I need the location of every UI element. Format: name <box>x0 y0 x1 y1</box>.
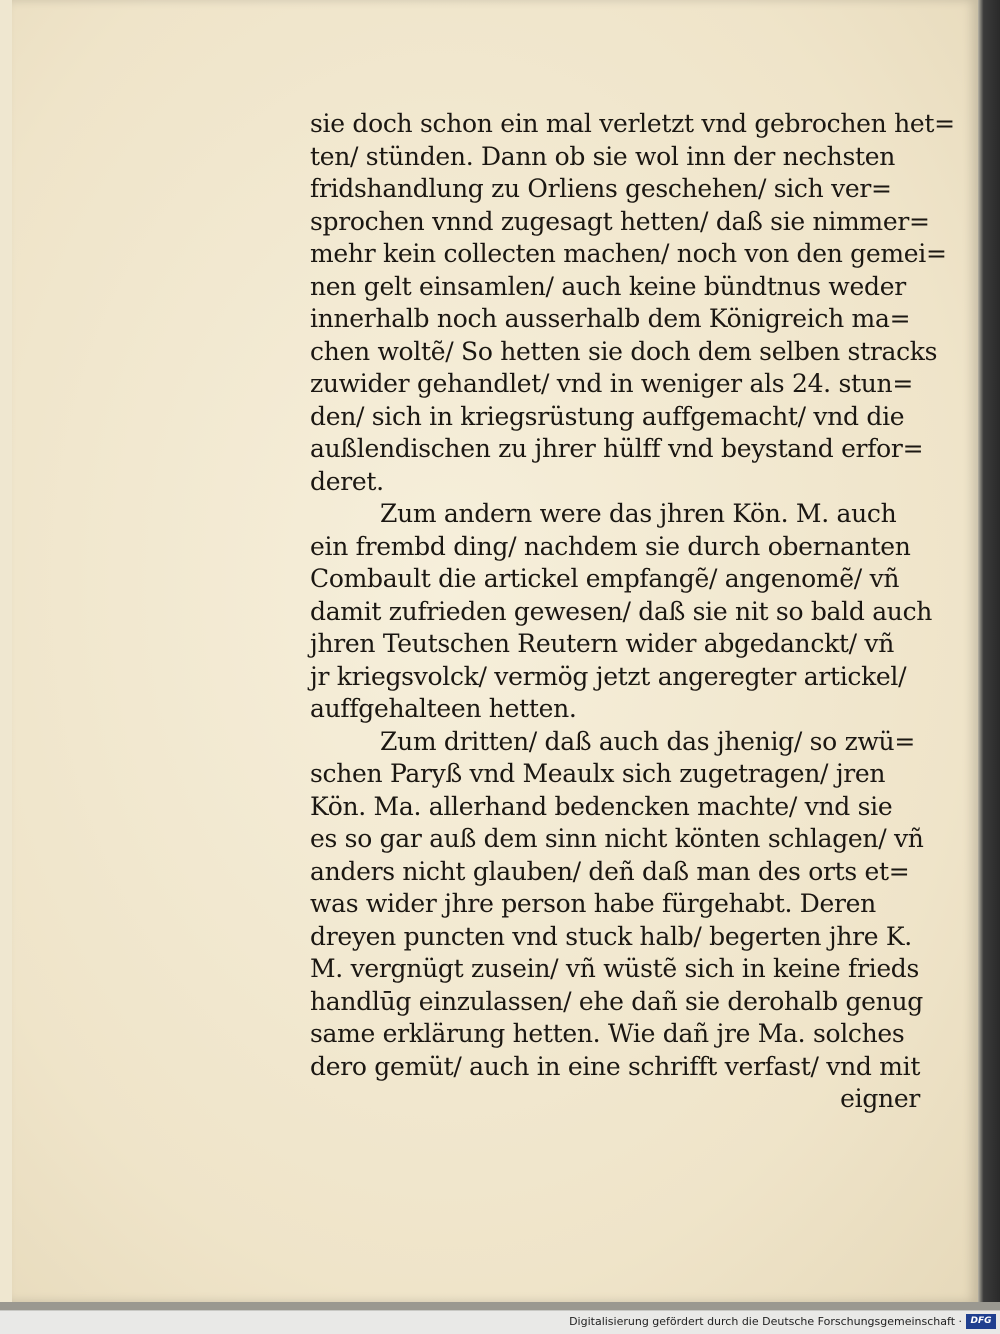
text-line: Zum dritten/ daß auch das jhenig/ so zwü= <box>380 726 915 756</box>
text-line: Combault die artickel empfangẽ/ angenomẽ/ vñ <box>310 564 900 593</box>
text-line: anders nicht glauben/ deñ daß man des orts et= <box>310 856 910 886</box>
scan-edge-bottom <box>0 1302 1000 1310</box>
text-line: ten/ stünden. Dann ob sie wol inn der nechsten <box>310 141 896 171</box>
scan-edge-right <box>978 0 1000 1310</box>
text-line: damit zufrieden gewesen/ daß sie nit so bald auch <box>310 596 933 626</box>
text-line: same erklärung hetten. Wie dañ jre Ma. solches <box>310 1019 905 1048</box>
text-line: jr kriegsvolck/ vermög jetzt angeregter artickel/ <box>310 661 907 691</box>
text-line: nen gelt einsamlen/ auch keine bündtnus weder <box>310 271 906 301</box>
text-line: zuwider gehandlet/ vnd in weniger als 24. stun= <box>310 369 913 398</box>
text-line: jhren Teutschen Reutern wider abgedanckt/ vñ <box>310 629 895 658</box>
footer-bar <box>0 1310 1000 1334</box>
text-line: Zum andern were das jhren Kön. M. auch <box>380 499 897 528</box>
text-line: was wider jhre person habe fürgehabt. Deren <box>310 889 876 918</box>
text-line: außlendischen zu jhrer hülff vnd beystand erfor= <box>310 434 924 463</box>
text-line: dero gemüt/ auch in eine schrifft verfast/ vnd mit <box>310 1051 921 1081</box>
text-line: auffgehalteen hetten. <box>310 694 577 723</box>
footer-credit: Digitalisierung gefördert durch die Deutsche Forschungsgemeinschaft · <box>569 1315 962 1328</box>
text-line: M. vergnügt zusein/ vñ wüstẽ sich in keine frieds <box>310 954 920 983</box>
text-line: ein frembd ding/ nachdem sie durch obernanten <box>310 531 911 561</box>
text-line: dreyen puncten vnd stuck halb/ begerten jhre K. <box>310 921 912 951</box>
text-line: es so gar auß dem sinn nicht könten schlagen/ vñ <box>310 824 924 853</box>
text-line: mehr kein collecten machen/ noch von den gemei= <box>310 239 947 268</box>
dfg-logo-icon: DFG <box>966 1314 996 1329</box>
text-line: chen woltẽ/ So hetten sie doch dem selben stracks <box>310 336 938 366</box>
page-text-block <box>310 108 955 1116</box>
text-line: eigner <box>840 1084 920 1113</box>
text-line: fridshandlung zu Orliens geschehen/ sich ver= <box>310 174 892 203</box>
book-page <box>12 0 978 1302</box>
text-line: Kön. Ma. allerhand bedencken machte/ vnd sie <box>310 791 893 821</box>
text-line: den/ sich in kriegsrüstung auffgemacht/ vnd die <box>310 401 905 431</box>
text-line: sprochen vnnd zugesagt hetten/ daß sie nimmer= <box>310 206 930 236</box>
text-line: deret. <box>310 466 384 496</box>
text-line: handlūg einzulassen/ ehe dañ sie derohalb genug <box>310 986 923 1016</box>
text-line: schen Paryß vnd Meaulx sich zugetragen/ jren <box>310 759 886 788</box>
text-line: sie doch schon ein mal verletzt vnd gebrochen het= <box>310 109 955 138</box>
text-line: innerhalb noch ausserhalb dem Königreich ma= <box>310 304 911 333</box>
